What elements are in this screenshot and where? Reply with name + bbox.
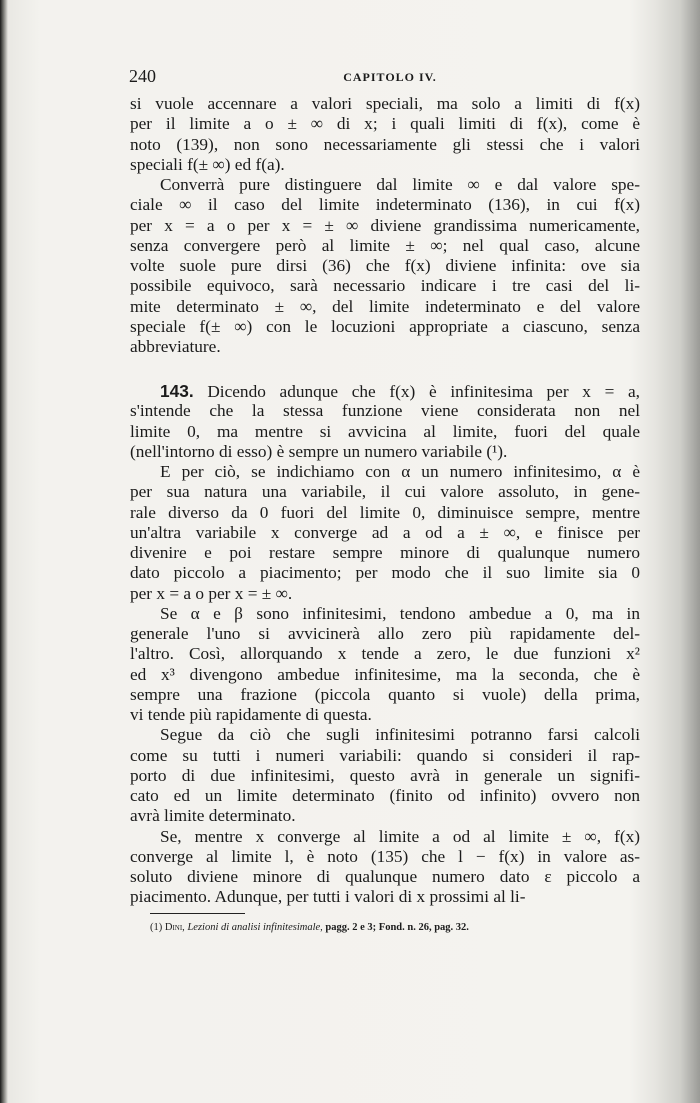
text-line: porto di due infinitesimi, questo avrà in generale un signifi-: [130, 765, 640, 785]
text-line: speciali f(± ∞) ed f(a).: [130, 154, 285, 174]
text-line: vi tende più rapidamente di questa.: [130, 705, 372, 724]
text-line: limite 0, ma mentre si avvicina al limite, fuori del quale: [130, 421, 640, 441]
text-line: noto (139), non sono necessariamente gli stessi che i valori: [130, 134, 640, 154]
text-line: cato ed un limite determinato (finito od infinito) ovvero non: [130, 786, 640, 805]
footnote-rule: [150, 913, 245, 914]
text-line: dato piccolo a piacimento; per modo che il suo limite sia 0: [130, 563, 640, 583]
text-line: soluto diviene minore di qualunque numero dato ε piccolo a: [130, 867, 640, 886]
page-number: 240: [129, 66, 156, 86]
text-span: Dicendo adunque che f(x) è infinitesima per x = a,: [193, 382, 640, 401]
text-block-continued: [130, 94, 640, 357]
text-line: abbreviature.: [130, 337, 221, 356]
text-line: per sua natura una variabile, il cui valore assoluto, in gene-: [130, 482, 640, 502]
footnote-marker: (1): [150, 922, 163, 933]
text-line: (nell'intorno di esso) è sempre un numero variabile (¹).: [130, 441, 508, 461]
text-line: l'altro. Così, allorquando x tende a zero, le due funzioni x²: [130, 644, 640, 664]
text-line: Se, mentre x converge al limite a od al limite ± ∞, f(x): [160, 826, 640, 846]
paragraph: [130, 462, 640, 604]
footnote-title: Lezioni di analisi infinitesimale,: [187, 922, 323, 933]
paragraph: [130, 604, 640, 726]
text-line: come su tutti i numeri variabili: quando si consideri il rap-: [130, 745, 640, 765]
text-line: [130, 381, 640, 401]
section-143: [130, 369, 640, 908]
text-line: un'altra variabile x converge ad a od a ± ∞, e finisce per: [130, 522, 640, 542]
text-line: per il limite a o ± ∞ di x; i quali limiti di f(x), come è: [130, 114, 640, 134]
paragraph: [130, 94, 640, 175]
text-line: sempre una frazione (piccola quanto si vuole) della prima,: [130, 684, 640, 704]
section-number: 143.: [160, 381, 194, 401]
text-line: per x = a o per x = ± ∞ diviene grandissima numericamente,: [130, 215, 640, 235]
paragraph: [130, 175, 640, 357]
text-line: mite determinato ± ∞, del limite indeterminato e del valore: [130, 296, 640, 316]
text-line: generale l'uno si avvicinerà allo zero più rapidamente del-: [130, 624, 640, 643]
paragraph: [130, 381, 640, 462]
running-header: CAPITOLO IV.: [343, 70, 437, 84]
paragraph: [130, 827, 640, 908]
text-line: senza convergere però al limite ± ∞; nel qual caso, alcune: [130, 235, 640, 255]
text-line: per x = a o per x = ± ∞.: [130, 583, 293, 603]
text-line: E per ciò, se indichiamo con α un numero infinitesimo, α è: [160, 462, 640, 481]
text-line: volte suole pure dirsi (36) che f(x) diviene infinita: ove sia: [130, 256, 640, 275]
text-line: s'intende che la stessa funzione viene considerata non nel: [130, 401, 640, 421]
paragraph: [130, 725, 640, 826]
text-line: rale diverso da 0 fuori del limite 0, diminuisce sempre, mentre: [130, 502, 640, 522]
text-line: converge al limite l, è noto (135) che l − f(x) in valore as-: [130, 846, 640, 866]
text-line: possibile equivoco, sarà necessario indicare i tre casi del li-: [130, 276, 640, 296]
text-line: avrà limite determinato.: [130, 806, 296, 826]
text-line: ciale ∞ il caso del limite indeterminato (136), in cui f(x): [130, 195, 640, 215]
text-line: divenire e poi restare sempre minore di qualunque numero: [130, 543, 640, 562]
footnote-author: Dini,: [164, 922, 185, 933]
footnote-reference: pagg. 2 e 3; Fond. n. 26, pag. 32.: [325, 922, 469, 933]
text-line: Converrà pure distinguere dal limite ∞ e dal valore spe-: [160, 175, 640, 194]
text-line: si vuole accennare a valori speciali, ma solo a limiti di f(x): [130, 94, 640, 113]
text-line: speciale f(± ∞) con le locuzioni appropriate a ciascuno, senza: [130, 316, 640, 336]
text-line: piacimento. Adunque, per tutti i valori di x prossimi al li-: [130, 887, 526, 907]
footnote: [150, 922, 469, 933]
text-line: ed x³ divengono ambedue infinitesime, ma la seconda, che è: [130, 664, 640, 684]
text-line: Segue da ciò che sugli infinitesimi potranno farsi calcoli: [160, 725, 640, 745]
text-line: Se α e β sono infinitesimi, tendono ambedue a 0, ma in: [160, 603, 640, 623]
